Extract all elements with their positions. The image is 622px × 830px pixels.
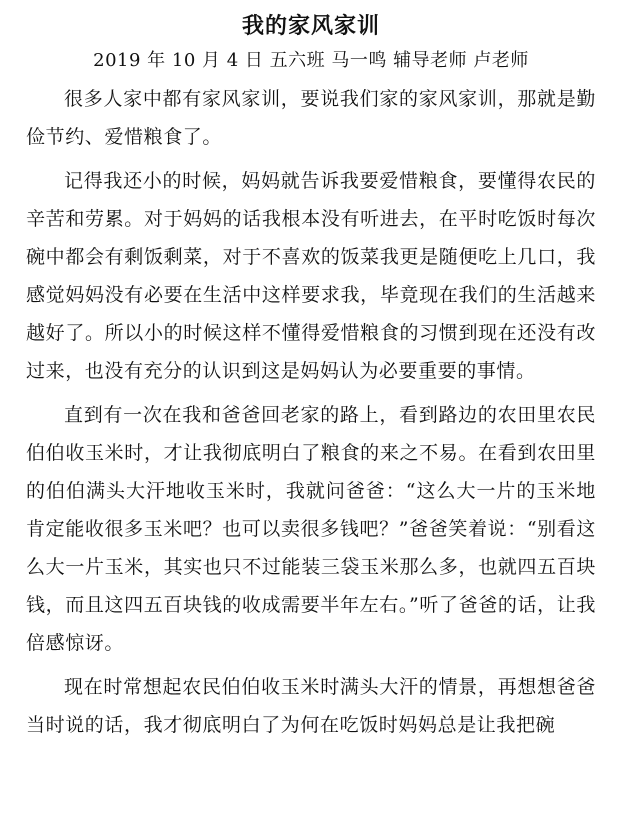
document-byline: 2019 年 10 月 4 日 五六班 马一鸣 辅导老师 卢老师 (93, 50, 529, 71)
paragraph-3: 直到有一次在我和爸爸回老家的路上，看到路边的农田里农民伯伯收玉米时，才让我彻底明白了粮食的来之不易。在看到农田里的伯伯满头大汗地收玉米时，我就问爸爸：“这么大一片的玉米地肯定能收很多玉米吧？也可以卖很多钱吧？”爸爸笑着说：“别看这么大一片玉米，其实也只不过能装三袋玉米那么多，也就四五百块钱，而且这四五百块钱的收成需要半年左右。”听了爸爸的话，让我倍感惊讶。 (26, 404, 596, 654)
paragraph-4: 现在时常想起农民伯伯收玉米时满头大汗的情景，再想想爸爸当时说的话，我才彻底明白了为何在吃饭时妈妈总是让我把碗 (26, 676, 596, 736)
paragraph-2: 记得我还小的时候，妈妈就告诉我要爱惜粮食，要懂得农民的辛苦和劳累。对于妈妈的话我根本没有听进去，在平时吃饭时每次碗中都会有剩饭剩菜，对于不喜欢的饭菜我更是随便吃上几口，我感觉妈妈没有必要在生活中这样要求我，毕竟现在我们的生活越来越好了。所以小的时候这样不懂得爱惜粮食的习惯到现在还没有改过来，也没有充分的认识到这是妈妈认为必要重要的事情。 (26, 170, 596, 382)
document-title: 我的家风家训 (241, 13, 380, 39)
paragraph-1: 很多人家中都有家风家训，要说我们家的家风家训，那就是勤俭节约、爱惜粮食了。 (26, 88, 596, 148)
